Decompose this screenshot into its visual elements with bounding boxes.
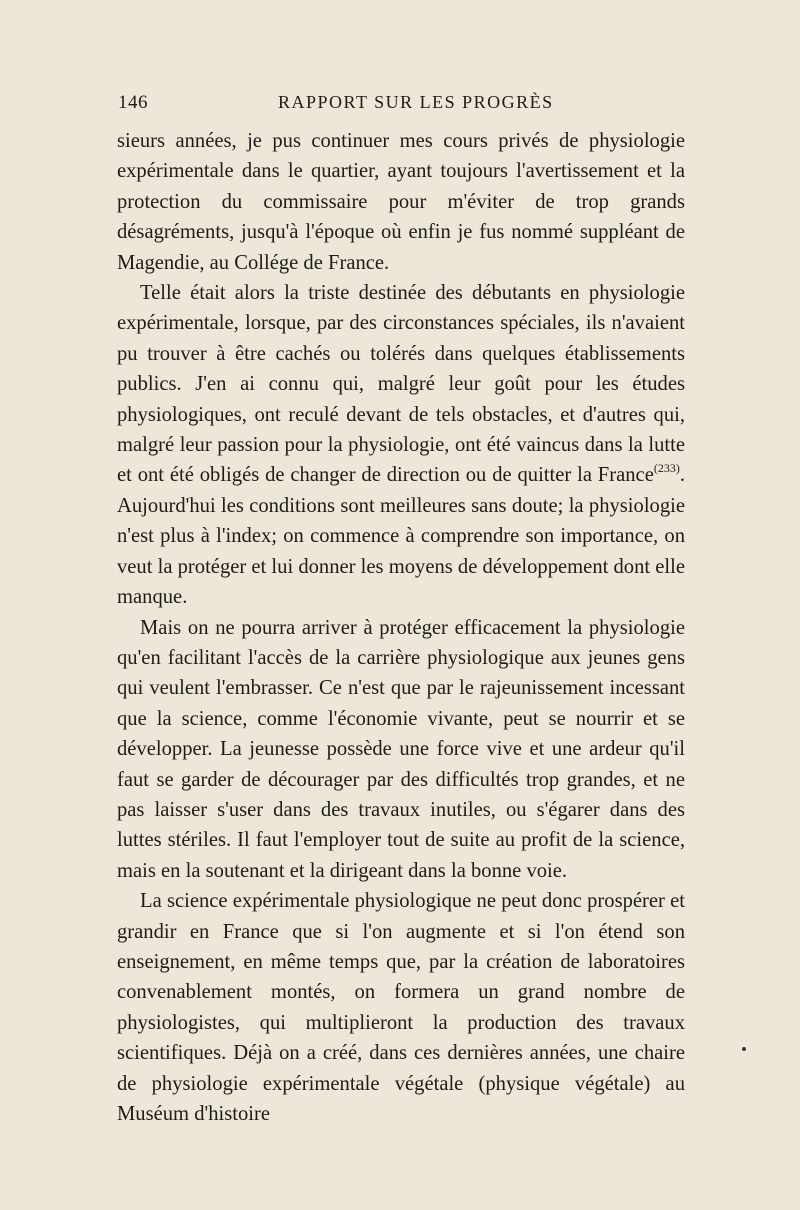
page-header	[118, 92, 678, 122]
paragraph-destinee	[117, 278, 685, 612]
paragraph-continuation: sieurs années, je pus continuer mes cours privés de physiologie expérimentale dans le quartier, ayant toujours l'avertissement et la protection du commissaire pour m'éviter de trop grands désagréments, jusqu'à l'époque où enfin je fus nommé suppléant de Magendie, au Collége de France.	[117, 130, 685, 274]
footnote-reference: (233)	[653, 460, 680, 475]
ink-speck	[742, 1047, 746, 1051]
running-title: RAPPORT SUR LES PROGRÈS	[278, 92, 554, 112]
page-number: 146	[118, 92, 148, 113]
paragraph-text: . Aujourd'hui les conditions sont meilleures sans doute; la physiologie n'est plus à l'index; on commence à comprendre son importance, on veut la protéger et lui donner les moyens de développement dont elle manque.	[117, 464, 685, 609]
body-text	[117, 126, 685, 1129]
paragraph-text: Telle était alors la triste destinée des débutants en physiologie expérimentale, lorsque, par des circonstances spéciales, ils n'avaient pu trouver à être cachés ou tolérés dans quelques établissements publics. J'en ai connu qui, malgré leur goût pour les études physiologiques, ont reculé devant de tels obstacles, et d'autres qui, malgré leur passion pour la physiologie, ont été vaincus dans la lutte et ont été obligés de changer de direction ou de quitter la France	[117, 282, 685, 487]
paragraph-science-experimentale: La science expérimentale physiologique ne peut donc prospérer et grandir en France que si l'on augmente et si l'on étend son enseignement, en même temps que, par la création de laboratoires convenablement montés, on formera un grand nombre de physiologistes, qui multiplieront la production des travaux scientifiques. Déjà on a créé, dans ces dernières années, une chaire de physiologie expérimentale végétale (physique végétale) au Muséum d'histoire	[117, 890, 685, 1125]
paragraph-proteger: Mais on ne pourra arriver à protéger efficacement la physiologie qu'en facilitant l'accès de la carrière physiologique aux jeunes gens qui veulent l'embrasser. Ce n'est que par le rajeunissement incessant que la science, comme l'économie vivante, peut se nourrir et se développer. La jeunesse possède une force vive et une ardeur qu'il faut se garder de décourager par des difficultés trop grandes, et ne pas laisser s'user dans des travaux inutiles, ou s'égarer dans des luttes stériles. Il faut l'employer tout de suite au profit de la science, mais en la soutenant et la dirigeant dans la bonne voie.	[117, 616, 685, 882]
